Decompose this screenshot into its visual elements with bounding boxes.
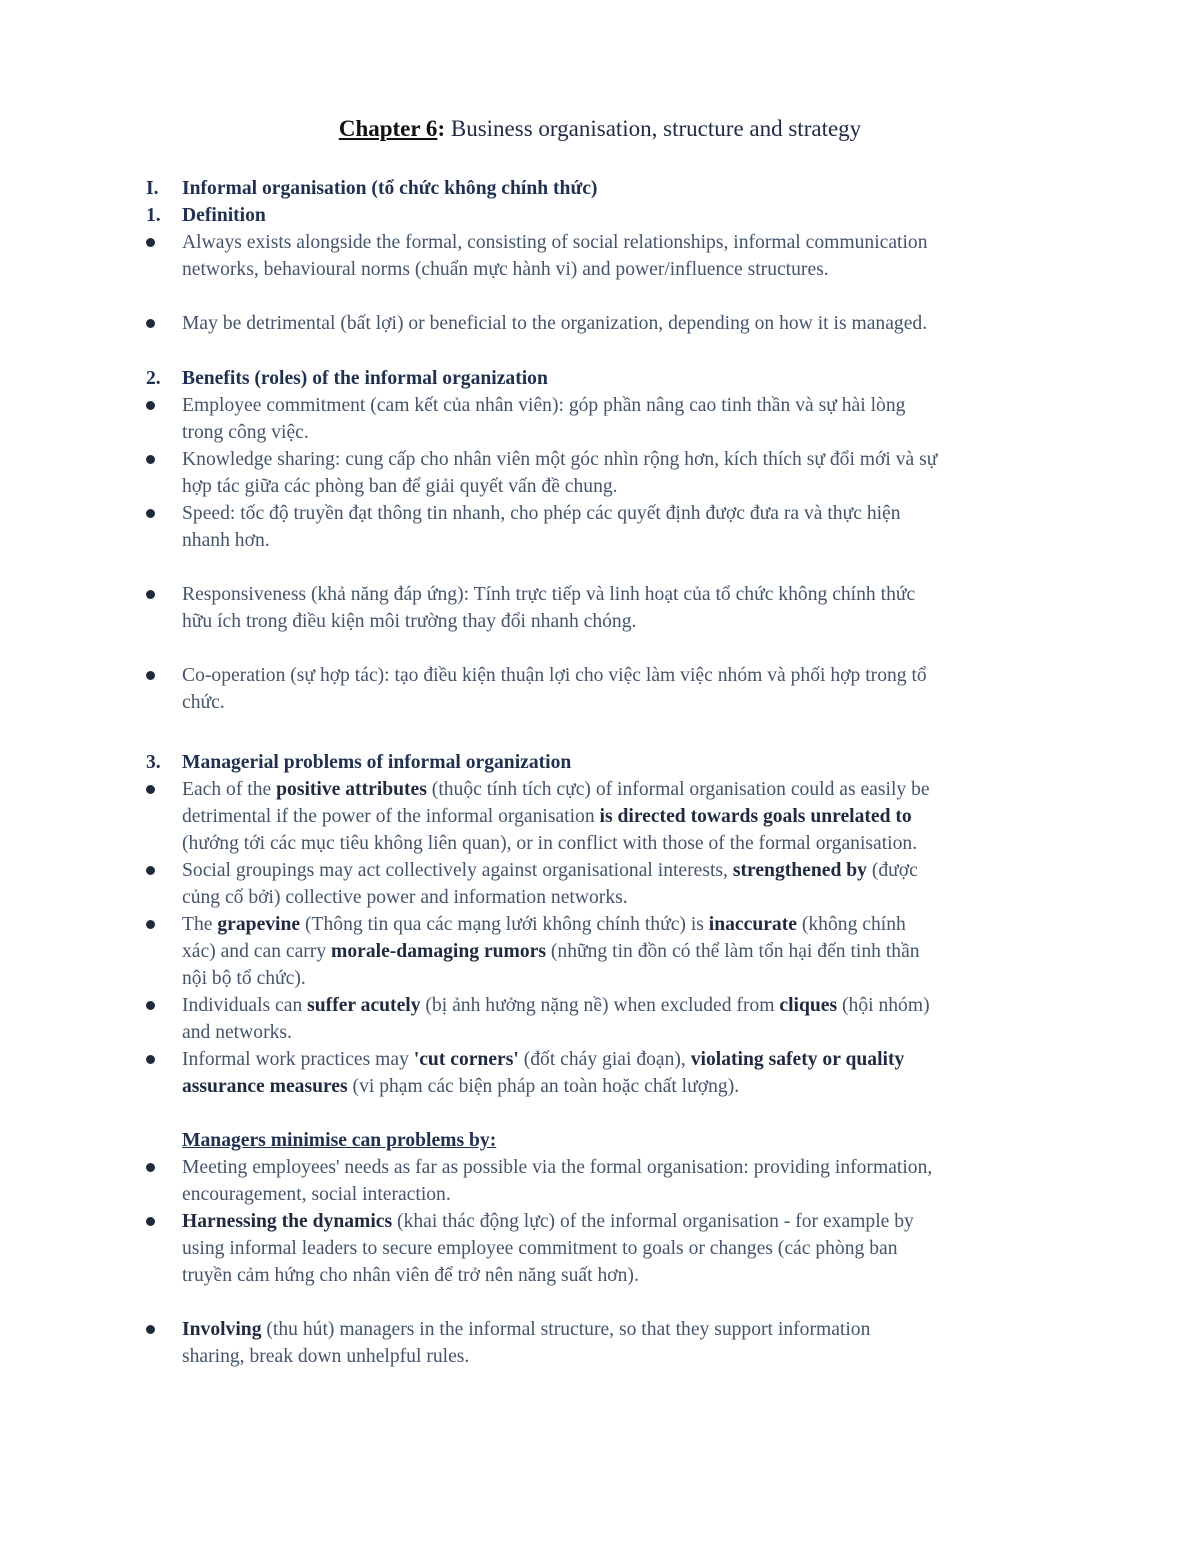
bold-term: suffer acutely	[307, 995, 421, 1016]
list-item-line: Responsiveness (khả năng đáp ứng): Tính trực tiếp và linh hoạt của tổ chức không chính thức	[182, 584, 916, 605]
text-run: detrimental if the power of the informal organisation	[182, 806, 600, 827]
list-item-line: and networks.	[182, 1022, 292, 1043]
list-item-line: May be detrimental (bất lợi) or beneficial to the organization, depending on how it is managed.	[182, 313, 928, 334]
list-item-line: nội bộ tổ chức).	[182, 968, 306, 989]
text-run: (bị ảnh hưởng nặng nề) when excluded from	[420, 995, 780, 1016]
list-item-line: using informal leaders to secure employee commitment to goals or changes (các phòng ban	[182, 1238, 898, 1259]
list-item-line: encouragement, social interaction.	[182, 1184, 451, 1205]
bold-term: morale-damaging rumors	[331, 941, 546, 962]
text-run: (Thông tin qua các mạng lưới không chính thức) is	[300, 914, 709, 935]
subsection-heading: Benefits (roles) of the informal organization	[182, 368, 548, 389]
list-item-line: củng cố bởi) collective power and information networks.	[182, 887, 628, 908]
list-item-line	[182, 1073, 739, 1100]
text-run: (những tin đồn có thể làm tổn hại đến tinh thần	[546, 941, 920, 962]
section-heading: Informal organisation (tổ chức không chính thức)	[182, 178, 598, 199]
text-run: The	[182, 914, 218, 935]
list-item-line	[182, 803, 912, 830]
list-item-line	[182, 992, 930, 1019]
title-text: Business organisation, structure and strategy	[445, 116, 862, 141]
list-item-line	[182, 911, 906, 938]
bold-term: Involving	[182, 1319, 262, 1340]
bullet-icon	[146, 509, 155, 518]
list-item-line: Speed: tốc độ truyền đạt thông tin nhanh, cho phép các quyết định được đưa ra và thực hiện	[182, 503, 901, 524]
bold-term: strengthened by	[732, 860, 867, 881]
bullet-icon	[146, 401, 155, 410]
text-run: (hội nhóm)	[837, 995, 930, 1016]
section-marker: I.	[146, 178, 159, 199]
bold-term: cliques	[779, 995, 838, 1016]
list-item-line	[182, 938, 920, 965]
bold-term: assurance measures	[182, 1076, 348, 1097]
title-colon: :	[437, 116, 446, 141]
bullet-icon	[146, 671, 155, 680]
list-item-line	[182, 776, 930, 803]
chapter-label: Chapter 6	[338, 116, 438, 141]
list-item-line: Meeting employees' needs as far as possible via the formal organisation: providing information,	[182, 1157, 933, 1178]
subsection-marker: 1.	[146, 205, 161, 226]
text-run: Social groupings may act collectively against organisational interests,	[182, 860, 733, 881]
bullet-icon	[146, 590, 155, 599]
managers-heading: Managers minimise can problems by:	[182, 1130, 497, 1151]
list-item-line: Employee commitment (cam kết của nhân viên): góp phần nâng cao tinh thần và sự hài lòng	[182, 395, 906, 416]
bullet-icon	[146, 1217, 155, 1226]
bullet-icon	[146, 785, 155, 794]
text-run: Each of the	[182, 779, 277, 800]
bullet-icon	[146, 866, 155, 875]
list-item-line: Co-operation (sự hợp tác): tạo điều kiện thuận lợi cho việc làm việc nhóm và phối hợp trong tổ	[182, 665, 927, 686]
bold-term: inaccurate	[708, 914, 797, 935]
bullet-icon	[146, 1163, 155, 1172]
list-item-line	[182, 1316, 870, 1343]
text-run: (không chính	[796, 914, 906, 935]
bullet-icon	[146, 1001, 155, 1010]
page-title	[0, 113, 1200, 145]
bullet-icon	[146, 455, 155, 464]
list-item-line: hữu ích trong điều kiện môi trường thay đổi nhanh chóng.	[182, 611, 637, 632]
text-run: Informal work practices may	[182, 1049, 414, 1070]
subsection-heading: Definition	[182, 205, 266, 226]
list-item-line	[182, 1046, 904, 1073]
list-item-line: (hướng tới các mục tiêu không liên quan), or in conflict with those of the formal organisation.	[182, 833, 918, 854]
text-run: (đốt cháy giai đoạn),	[518, 1049, 691, 1070]
subsection-marker: 2.	[146, 368, 161, 389]
list-item-line: hợp tác giữa các phòng ban để giải quyết vấn đề chung.	[182, 476, 618, 497]
text-run: (khai thác động lực) of the informal organisation - for example by	[392, 1211, 914, 1232]
bold-term: 'cut corners'	[413, 1049, 519, 1070]
list-item-line: sharing, break down unhelpful rules.	[182, 1346, 470, 1367]
list-item-line: Knowledge sharing: cung cấp cho nhân viên một góc nhìn rộng hơn, kích thích sự đổi mới và sự	[182, 449, 938, 470]
subsection-marker: 3.	[146, 752, 161, 773]
bullet-icon	[146, 1055, 155, 1064]
bullet-icon	[146, 1325, 155, 1334]
text-run: (thuộc tính tích cực) of informal organisation could as easily be	[426, 779, 930, 800]
text-run: xác) and can carry	[182, 941, 332, 962]
bullet-icon	[146, 920, 155, 929]
list-item-line	[182, 857, 918, 884]
bullet-icon	[146, 319, 155, 328]
subsection-heading: Managerial problems of informal organization	[182, 752, 572, 773]
list-item-line	[182, 1208, 914, 1235]
text-run: Individuals can	[182, 995, 308, 1016]
bullet-icon	[146, 238, 155, 247]
bold-term: Harnessing the dynamics	[182, 1211, 393, 1232]
list-item-line: trong công việc.	[182, 422, 309, 443]
bold-term: violating safety or quality	[690, 1049, 905, 1070]
text-run: (được	[866, 860, 918, 881]
list-item-line: truyền cảm hứng cho nhân viên để trở nên năng suất hơn).	[182, 1265, 639, 1286]
bold-term: grapevine	[217, 914, 301, 935]
list-item-line: nhanh hơn.	[182, 530, 270, 551]
text-run: (thu hút) managers in the informal structure, so that they support information	[261, 1319, 871, 1340]
list-item-line: networks, behavioural norms (chuẩn mực hành vi) and power/influence structures.	[182, 259, 829, 280]
bold-term: is directed towards goals unrelated to	[599, 806, 912, 827]
list-item-line: Always exists alongside the formal, consisting of social relationships, informal communication	[182, 232, 928, 253]
text-run: (vi phạm các biện pháp an toàn hoặc chất lượng).	[347, 1076, 740, 1097]
bold-term: positive attributes	[276, 779, 427, 800]
list-item-line: chức.	[182, 692, 225, 713]
